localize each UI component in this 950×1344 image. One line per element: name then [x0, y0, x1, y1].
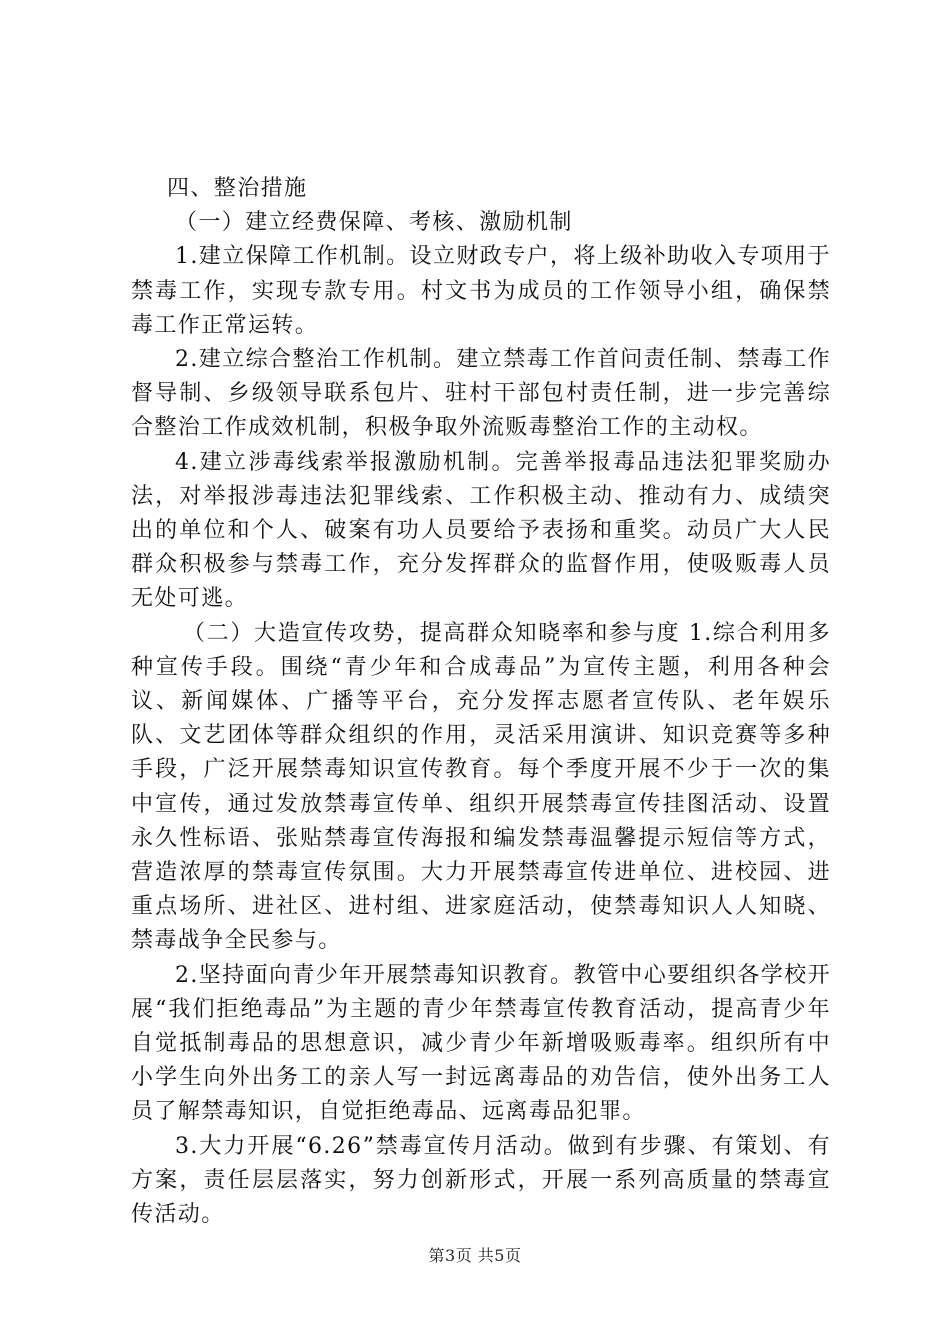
subsection-heading: （一）建立经费保障、考核、激励机制	[175, 210, 573, 236]
paragraph: 1.建立保障工作机制。设立财政专户，将上级补助收入专项用于禁毒工作，实现专款专用。村文书为成员的工作领导小组，确保禁毒工作正常运转。	[131, 244, 831, 338]
page-number: 第3页	[428, 1246, 473, 1265]
page-total: 共5页	[477, 1246, 522, 1265]
section-heading: 四、整治措施	[167, 176, 308, 201]
paragraph: 2.建立综合整治工作机制。建立禁毒工作首问责任制、禁毒工作督导制、乡级领导联系包片、驻村干部包村责任制，进一步完善综合整治工作成效机制，积极争取外流贩毒整治工作的主动权。	[131, 347, 831, 441]
page-footer	[0, 1243, 950, 1266]
paragraph: 4.建立涉毒线索举报激励机制。完善举报毒品违法犯罪奖励办法，对举报涉毒违法犯罪线索、工作积极主动、推动有力、成绩突出的单位和个人、破案有功人员要给予表扬和重奖。动员广大人民群众积极参与禁毒工作，充分发挥群众的监督作用，使吸贩毒人员无处可逃。	[131, 449, 831, 612]
paragraph: 2.坚持面向青少年开展禁毒知识教育。教管中心要组织各学校开展“我们拒绝毒品”为主题的青少年禁毒宣传教育活动，提高青少年自觉抵制毒品的思想意识，减少青少年新增吸贩毒率。组织所有中小学生向外出务工的亲人写一封远离毒品的劝告信，使外出务工人员了解禁毒知识，自觉拒绝毒品、远离毒品犯罪。	[131, 962, 831, 1125]
paragraph: 3.大力开展“6.26”禁毒宣传月活动。做到有步骤、有策划、有方案，责任层层落实，努力创新形式，开展一系列高质量的禁毒宣传活动。	[131, 1133, 831, 1228]
paragraph: （二）大造宣传攻势，提高群众知晓率和参与度 1.综合利用多种宣传手段。围绕“青少年和合成毒品”为宣传主题，利用各种会议、新闻媒体、广播等平台，充分发挥志愿者宣传队、老年娱乐队、文艺团体等群众组织的作用，灵活采用演讲、知识竞赛等多种手段，广泛开展禁毒知识宣传教育。每个季度开展不少于一次的集中宣传，通过发放禁毒宣传单、组织开展禁毒宣传挂图活动、设置永久性标语、张贴禁毒宣传海报和编发禁毒温馨提示短信等方式，营造浓厚的禁毒宣传氛围。大力开展禁毒宣传进单位、进校园、进重点场所、进社区、进村组、进家庭活动，使禁毒知识人人知晓、禁毒战争全民参与。	[131, 620, 831, 954]
document-body	[131, 172, 831, 1232]
